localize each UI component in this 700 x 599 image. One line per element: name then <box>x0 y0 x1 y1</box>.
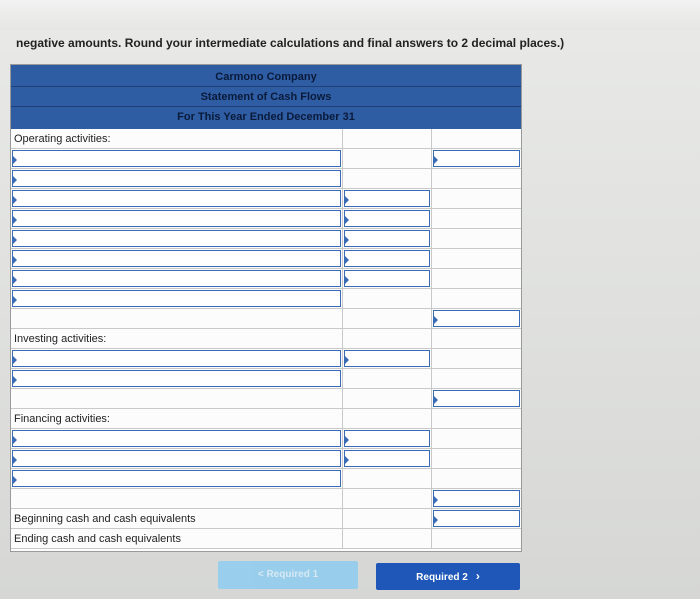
total-cell <box>432 129 521 149</box>
total-cell <box>432 369 521 389</box>
account-dropdown-field[interactable] <box>12 190 341 207</box>
next-required-button[interactable] <box>376 563 520 590</box>
statement-row <box>11 409 521 429</box>
chevron-right-icon: › <box>475 569 480 583</box>
total-cell[interactable] <box>432 309 521 329</box>
prev-required-button[interactable]: < Required 1 <box>218 561 358 589</box>
account-dropdown[interactable] <box>11 149 343 169</box>
statement-row <box>11 149 521 169</box>
total-cell <box>432 449 521 469</box>
amount-cell <box>343 329 432 349</box>
account-dropdown[interactable] <box>11 349 343 369</box>
amount-cell[interactable] <box>343 449 432 469</box>
amount-cell <box>343 129 432 149</box>
statement-row <box>11 449 521 469</box>
account-dropdown[interactable] <box>11 289 343 309</box>
amount-cell[interactable] <box>343 429 432 449</box>
section-label-cell <box>11 329 343 349</box>
account-dropdown-field[interactable] <box>12 470 341 487</box>
total-cell[interactable] <box>432 509 521 529</box>
statement-row <box>11 209 521 229</box>
statement-row <box>11 489 521 509</box>
statement-row <box>11 349 521 369</box>
total-cell <box>432 349 521 369</box>
account-dropdown-field[interactable] <box>12 430 341 447</box>
total-cell[interactable] <box>432 389 521 409</box>
statement-period: For This Year Ended December 31 <box>177 111 355 123</box>
total-cell <box>432 229 521 249</box>
total-cell <box>432 209 521 229</box>
total-cell <box>432 189 521 209</box>
total-input[interactable] <box>433 390 520 407</box>
amount-input[interactable] <box>344 450 430 467</box>
amount-input[interactable] <box>344 270 430 287</box>
section-label-cell <box>11 509 343 529</box>
amount-cell <box>343 169 432 189</box>
account-dropdown-field[interactable] <box>12 270 341 287</box>
next-button-label: Required 2 <box>416 572 468 583</box>
amount-input[interactable] <box>344 230 430 247</box>
statement-row <box>11 129 521 149</box>
statement-row <box>11 229 521 249</box>
total-input[interactable] <box>433 310 520 327</box>
section-label: Financing activities: <box>14 413 110 425</box>
amount-cell <box>343 509 432 529</box>
blank-label-cell <box>11 389 343 409</box>
account-dropdown[interactable] <box>11 189 343 209</box>
account-dropdown-field[interactable] <box>12 210 341 227</box>
account-dropdown-field[interactable] <box>12 370 341 387</box>
statement-row <box>11 469 521 489</box>
section-label: Beginning cash and cash equivalents <box>14 513 196 525</box>
account-dropdown[interactable] <box>11 469 343 489</box>
statement-title: Statement of Cash Flows <box>11 87 521 107</box>
total-cell <box>432 289 521 309</box>
total-input[interactable] <box>433 510 520 527</box>
statement-row <box>11 509 521 529</box>
amount-cell[interactable] <box>343 209 432 229</box>
total-input[interactable] <box>433 150 520 167</box>
account-dropdown[interactable] <box>11 229 343 249</box>
section-label-cell <box>11 409 343 429</box>
account-dropdown[interactable] <box>11 209 343 229</box>
amount-cell <box>343 469 432 489</box>
statement-header <box>11 65 521 129</box>
company-name: Carmono Company <box>11 67 521 87</box>
total-cell <box>432 269 521 289</box>
amount-cell <box>343 409 432 429</box>
blank-label-cell <box>11 309 343 329</box>
account-dropdown-field[interactable] <box>12 230 341 247</box>
section-label: Operating activities: <box>14 133 111 145</box>
total-cell <box>432 169 521 189</box>
section-label-cell <box>11 129 343 149</box>
top-strip <box>0 0 700 30</box>
total-cell <box>432 409 521 429</box>
amount-cell[interactable] <box>343 249 432 269</box>
total-cell[interactable] <box>432 489 521 509</box>
section-label-cell <box>11 529 343 549</box>
amount-input[interactable] <box>344 430 430 447</box>
section-label: Investing activities: <box>14 333 107 345</box>
account-dropdown[interactable] <box>11 169 343 189</box>
amount-cell <box>343 289 432 309</box>
account-dropdown-field[interactable] <box>12 350 341 367</box>
statement-row <box>11 249 521 269</box>
statement-row <box>11 329 521 349</box>
amount-input[interactable] <box>344 190 430 207</box>
account-dropdown-field[interactable] <box>12 450 341 467</box>
cash-flow-statement <box>10 64 522 552</box>
total-cell <box>432 469 521 489</box>
instruction-text: negative amounts. Round your intermediate calculations and final answers to 2 decimal places.) <box>16 36 565 50</box>
total-cell <box>432 329 521 349</box>
total-cell[interactable] <box>432 149 521 169</box>
section-label: Ending cash and cash equivalents <box>14 533 181 545</box>
statement-row <box>11 189 521 209</box>
total-cell <box>432 529 521 549</box>
total-cell <box>432 429 521 449</box>
statement-row <box>11 429 521 449</box>
account-dropdown[interactable] <box>11 429 343 449</box>
account-dropdown-field[interactable] <box>12 290 341 307</box>
amount-input[interactable] <box>344 210 430 227</box>
amount-cell <box>343 489 432 509</box>
blank-label-cell <box>11 489 343 509</box>
statement-row <box>11 369 521 389</box>
amount-cell <box>343 369 432 389</box>
amount-input[interactable] <box>344 250 430 267</box>
statement-row <box>11 309 521 329</box>
total-input[interactable] <box>433 490 520 507</box>
account-dropdown[interactable] <box>11 369 343 389</box>
account-dropdown-field[interactable] <box>12 150 341 167</box>
amount-cell[interactable] <box>343 349 432 369</box>
account-dropdown[interactable] <box>11 449 343 469</box>
amount-cell[interactable] <box>343 189 432 209</box>
statement-row <box>11 289 521 309</box>
account-dropdown-field[interactable] <box>12 170 341 187</box>
amount-cell <box>343 529 432 549</box>
account-dropdown[interactable] <box>11 249 343 269</box>
account-dropdown[interactable] <box>11 269 343 289</box>
amount-cell[interactable] <box>343 269 432 289</box>
amount-cell <box>343 149 432 169</box>
account-dropdown-field[interactable] <box>12 250 341 267</box>
amount-cell <box>343 389 432 409</box>
statement-row <box>11 169 521 189</box>
statement-row <box>11 529 521 549</box>
amount-cell <box>343 309 432 329</box>
amount-input[interactable] <box>344 350 430 367</box>
statement-row <box>11 269 521 289</box>
total-cell <box>432 249 521 269</box>
amount-cell[interactable] <box>343 229 432 249</box>
statement-row <box>11 389 521 409</box>
